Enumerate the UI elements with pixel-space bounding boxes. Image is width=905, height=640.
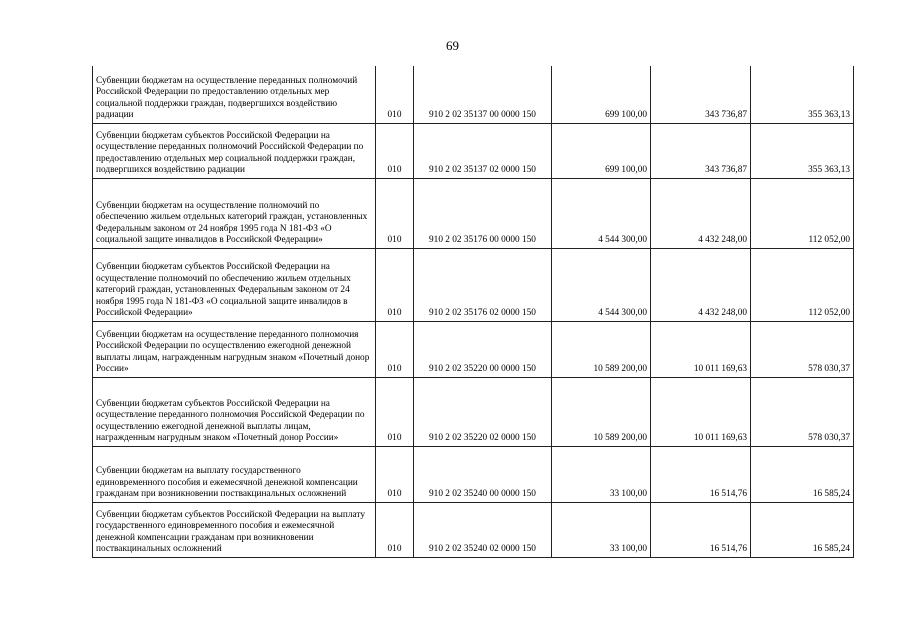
row-code: 010 — [376, 502, 414, 557]
row-value-3: 16 585,24 — [751, 446, 854, 502]
row-value-2: 4 432 248,00 — [651, 178, 751, 248]
row-value-1: 10 589 200,00 — [552, 377, 651, 446]
table-row — [93, 377, 854, 446]
table-row — [93, 446, 854, 502]
row-value-1: 699 100,00 — [552, 123, 651, 178]
row-budget-classification-code: 910 2 02 35176 00 0000 150 — [414, 178, 552, 248]
row-value-2: 343 736,87 — [651, 123, 751, 178]
row-value-1: 33 100,00 — [552, 446, 651, 502]
row-code: 010 — [376, 123, 414, 178]
table-row — [93, 248, 854, 321]
row-description: Субвенции бюджетам субъектов Российской Федерации на осуществление переданных полномочий Российской Федерации по предоставлению отдельных мер социальной поддержки граждан, подвергшихся воздействию радиации — [93, 123, 376, 178]
row-description: Субвенции бюджетам субъектов Российской Федерации на осуществление полномочий по обеспечению жильем отдельных категорий граждан, установленных Федеральным законом от 24 ноября 1995 года N 181-ФЗ «О социальной защите инвалидов в Российской Федерации» — [93, 248, 376, 321]
row-budget-classification-code: 910 2 02 35240 02 0000 150 — [414, 502, 552, 557]
row-description: Субвенции бюджетам на осуществление переданных полномочий Российской Федерации по предоставлению отдельных мер социальной поддержки граждан, подвергшихся воздействию радиации — [93, 66, 376, 123]
row-description: Субвенции бюджетам субъектов Российской Федерации на выплату государственного единовременного пособия и ежемесячной денежной компенсации гражданам при возникновении поствакцинальных осложнений — [93, 502, 376, 557]
budget-table — [92, 66, 854, 558]
row-description: Субвенции бюджетам субъектов Российской Федерации на осуществление переданного полномочия Российской Федерации по осуществлению ежегодной денежной выплаты лицам, награжденным нагрудным знаком «Почетный донор России» — [93, 377, 376, 446]
row-value-3: 578 030,37 — [751, 377, 854, 446]
row-value-3: 355 363,13 — [751, 66, 854, 123]
row-value-1: 33 100,00 — [552, 502, 651, 557]
table-row — [93, 66, 854, 123]
row-budget-classification-code: 910 2 02 35137 02 0000 150 — [414, 123, 552, 178]
row-description: Субвенции бюджетам на осуществление переданного полномочия Российской Федерации по осуществлению ежегодной денежной выплаты лицам, награжденным нагрудным знаком «Почетный донор России» — [93, 321, 376, 377]
table-row — [93, 321, 854, 377]
row-value-2: 16 514,76 — [651, 446, 751, 502]
row-value-2: 10 011 169,63 — [651, 321, 751, 377]
table-row — [93, 123, 854, 178]
row-code: 010 — [376, 248, 414, 321]
table-row — [93, 502, 854, 557]
row-value-1: 4 544 300,00 — [552, 178, 651, 248]
row-value-2: 10 011 169,63 — [651, 377, 751, 446]
row-budget-classification-code: 910 2 02 35240 00 0000 150 — [414, 446, 552, 502]
row-value-3: 16 585,24 — [751, 502, 854, 557]
row-value-3: 578 030,37 — [751, 321, 854, 377]
page-number: 69 — [446, 38, 459, 53]
row-value-3: 112 052,00 — [751, 178, 854, 248]
row-code: 010 — [376, 446, 414, 502]
row-value-2: 343 736,87 — [651, 66, 751, 123]
table-row — [93, 178, 854, 248]
row-budget-classification-code: 910 2 02 35220 02 0000 150 — [414, 377, 552, 446]
row-description: Субвенции бюджетам на осуществление полномочий по обеспечению жильем отдельных категорий граждан, установленных Федеральным законом от 24 ноября 1995 года N 181-ФЗ «О социальной защите инвалидов в Российской Федерации» — [93, 178, 376, 248]
row-value-1: 699 100,00 — [552, 66, 651, 123]
row-code: 010 — [376, 377, 414, 446]
row-value-1: 10 589 200,00 — [552, 321, 651, 377]
row-budget-classification-code: 910 2 02 35220 00 0000 150 — [414, 321, 552, 377]
row-value-2: 16 514,76 — [651, 502, 751, 557]
row-budget-classification-code: 910 2 02 35137 00 0000 150 — [414, 66, 552, 123]
row-budget-classification-code: 910 2 02 35176 02 0000 150 — [414, 248, 552, 321]
row-value-3: 355 363,13 — [751, 123, 854, 178]
row-description: Субвенции бюджетам на выплату государственного единовременного пособия и ежемесячной денежной компенсации гражданам при возникновении поствакцинальных осложнений — [93, 446, 376, 502]
row-code: 010 — [376, 66, 414, 123]
row-code: 010 — [376, 178, 414, 248]
row-value-2: 4 432 248,00 — [651, 248, 751, 321]
row-value-1: 4 544 300,00 — [552, 248, 651, 321]
row-value-3: 112 052,00 — [751, 248, 854, 321]
row-code: 010 — [376, 321, 414, 377]
